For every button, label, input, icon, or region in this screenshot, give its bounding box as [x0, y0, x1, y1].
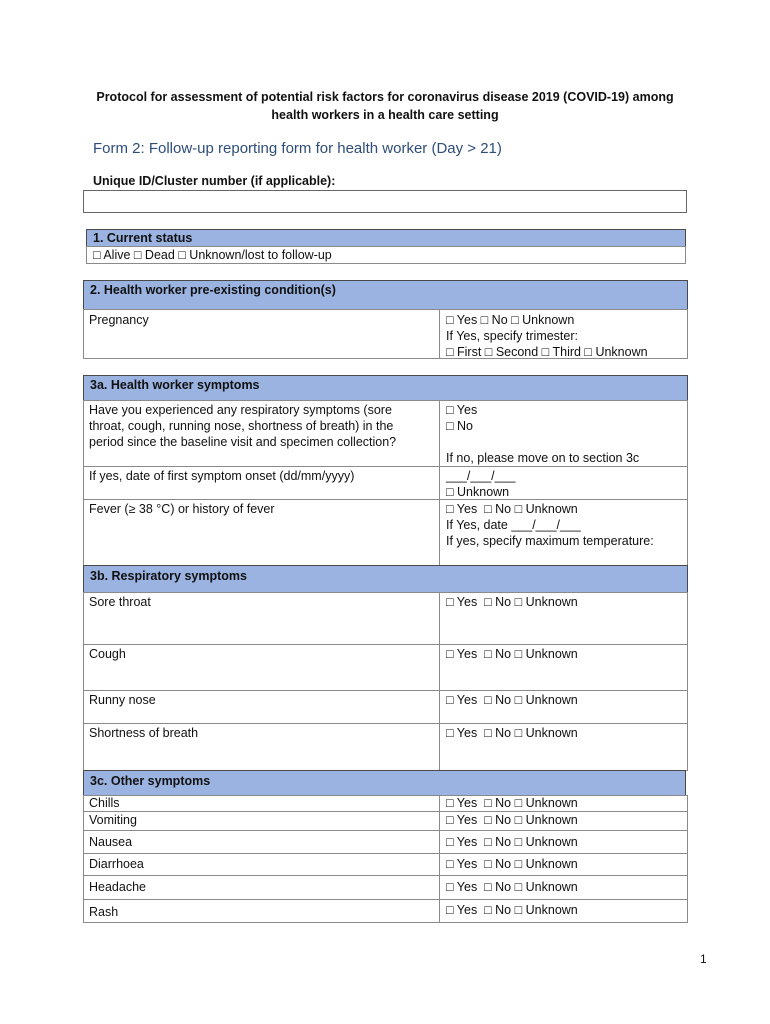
headache-label: Headache: [89, 880, 146, 894]
document-title: [80, 88, 690, 124]
chills-label: Chills: [89, 796, 120, 810]
onset-unknown-option[interactable]: □ Unknown: [446, 485, 510, 499]
vomiting-options[interactable]: □ Yes □ No □ Unknown: [446, 813, 578, 827]
title-line-1: Protocol for assessment of potential risk factors for coronavirus disease 2019 (COVID-19) among: [96, 90, 674, 104]
fever-label: Fever (≥ 38 °C) or history of fever: [89, 502, 275, 516]
section3c-heading: 3c. Other symptoms: [83, 770, 686, 796]
uid-input[interactable]: [83, 190, 687, 213]
runny-nose-row: [83, 690, 688, 724]
page-number: 1: [700, 952, 707, 966]
rash-label: Rash: [89, 905, 119, 919]
sore-throat-options[interactable]: □ Yes □ No □ Unknown: [446, 595, 578, 609]
vomiting-label: Vomiting: [89, 813, 137, 827]
chills-row: [83, 795, 688, 812]
nausea-options[interactable]: □ Yes □ No □ Unknown: [446, 835, 578, 849]
pregnancy-options[interactable]: □ Yes □ No □ Unknown: [446, 313, 575, 327]
uid-label: Unique ID/Cluster number (if applicable):: [93, 174, 336, 188]
pregnancy-trimester-options[interactable]: □ First □ Second □ Third □ Unknown: [446, 345, 648, 359]
section3a-heading: 3a. Health worker symptoms: [83, 375, 688, 401]
diarrhoea-label: Diarrhoea: [89, 857, 144, 871]
fever-options[interactable]: □ Yes □ No □ Unknown: [446, 502, 578, 516]
chills-options[interactable]: □ Yes □ No □ Unknown: [446, 796, 578, 810]
runny-nose-label: Runny nose: [89, 693, 156, 707]
form-title: Form 2: Follow-up reporting form for health worker (Day > 21): [93, 140, 502, 157]
pregnancy-label: Pregnancy: [89, 313, 149, 327]
vomiting-row: [83, 811, 688, 831]
rash-options[interactable]: □ Yes □ No □ Unknown: [446, 903, 578, 917]
section2-heading: 2. Health worker pre-existing condition(s): [83, 280, 688, 310]
runny-nose-options[interactable]: □ Yes □ No □ Unknown: [446, 693, 578, 707]
current-status-options[interactable]: □ Alive □ Dead □ Unknown/lost to follow-up: [86, 246, 686, 264]
section1-heading: 1. Current status: [86, 229, 686, 247]
section3b-heading: 3b. Respiratory symptoms: [83, 565, 688, 593]
fever-max-temp-label: If yes, specify maximum temperature:: [446, 534, 654, 548]
sore-throat-label: Sore throat: [89, 595, 151, 609]
onset-date-field[interactable]: ___/___/___: [446, 469, 516, 483]
title-line-2: health workers in a health care setting: [271, 108, 499, 122]
respiratory-skip-note: If no, please move on to section 3c: [446, 451, 640, 465]
cough-row: [83, 644, 688, 691]
respiratory-question-label: Have you experienced any respiratory symptoms (sore throat, cough, running nose, shortness of breath) in the period since the baseline visit and specimen collection?: [89, 403, 397, 449]
shortness-of-breath-options[interactable]: □ Yes □ No □ Unknown: [446, 726, 578, 740]
pregnancy-trimester-label: If Yes, specify trimester:: [446, 329, 578, 343]
respiratory-yes-option[interactable]: □ Yes: [446, 403, 478, 417]
shortness-of-breath-label: Shortness of breath: [89, 726, 199, 740]
sore-throat-row: [83, 592, 688, 645]
diarrhoea-options[interactable]: □ Yes □ No □ Unknown: [446, 857, 578, 871]
respiratory-no-option[interactable]: □ No: [446, 419, 474, 433]
headache-options[interactable]: □ Yes □ No □ Unknown: [446, 880, 578, 894]
headache-row: [83, 875, 688, 900]
rash-row: [83, 899, 688, 923]
cough-label: Cough: [89, 647, 126, 661]
onset-date-label: If yes, date of first symptom onset (dd/mm/yyyy): [89, 469, 355, 483]
nausea-row: [83, 830, 688, 854]
cough-options[interactable]: □ Yes □ No □ Unknown: [446, 647, 578, 661]
diarrhoea-row: [83, 853, 688, 876]
fever-date-field[interactable]: If Yes, date ___/___/___: [446, 518, 581, 532]
nausea-label: Nausea: [89, 835, 133, 849]
